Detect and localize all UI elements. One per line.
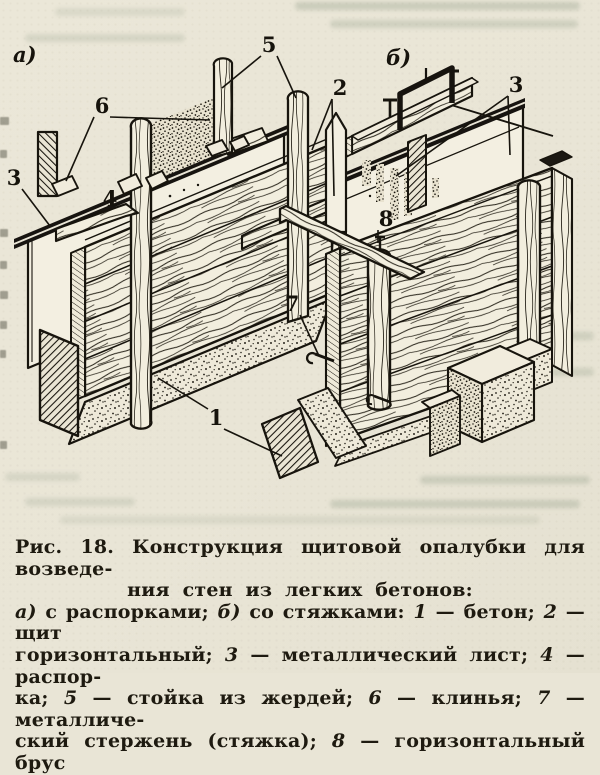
pole-stand-right (288, 91, 308, 322)
far-wall-post (408, 135, 426, 212)
caption-title-line-1: Рис. 18. Конструкция щитовой опалубки для возведе- (15, 536, 585, 580)
caption-legend-line: горизонтальный; 3 — металлический лист; 4 — распор- (15, 643, 585, 688)
caption-legend-line: ский стержень (стяжка); 8 — горизонтальный брус (15, 730, 585, 774)
front-pole (131, 118, 151, 428)
figure-caption (15, 537, 585, 775)
callout-number-8: 8 (378, 206, 394, 231)
wall-b-right-end (552, 168, 572, 376)
caption-legend (15, 602, 585, 775)
callout-number-5: 5 (261, 32, 277, 57)
callout-number-3: 3 (508, 72, 524, 97)
wall-b-corner-block (540, 151, 572, 166)
callout-number-4: 4 (102, 186, 118, 211)
panel-label-а: а) (13, 42, 37, 67)
pointed-stake (326, 113, 346, 232)
caption-legend-line: ка; 5 — стойка из жердей; 6 — клинья; 7 — металличе- (15, 687, 586, 731)
wall-b-pole-left (368, 249, 391, 409)
panel-label-б: б) (386, 45, 412, 70)
callout-number-3: 3 (6, 165, 22, 190)
caption-title-line-2: ния стен из легких бетонов: (127, 579, 473, 602)
callout-number-2: 2 (332, 75, 348, 100)
callout-number-6: 6 (94, 93, 110, 118)
concrete-cut-end (40, 330, 78, 436)
callout-number-7: 7 (284, 291, 300, 316)
caption-legend-line: а) с распорками; б) со стяжками: 1 — бетон; 2 — щит (15, 600, 585, 645)
callout-number-1: 1 (208, 405, 224, 430)
leader-line-5 (277, 56, 296, 98)
wall-b-pole-right (518, 180, 541, 352)
leader-line-6 (66, 117, 94, 181)
